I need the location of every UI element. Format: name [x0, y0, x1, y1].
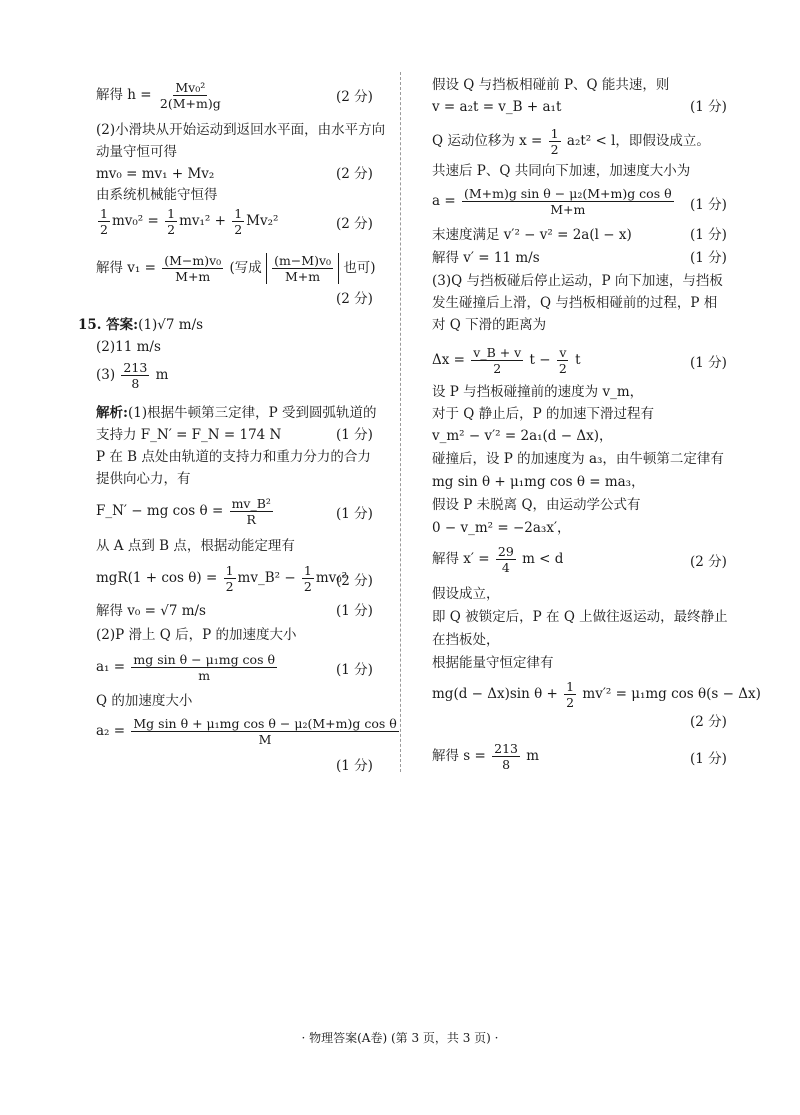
text-line: 从 A 点到 B 点，根据动能定理有 — [96, 538, 295, 554]
points: (2 分) — [336, 573, 373, 589]
text-line: 0 − v_m² = −2a₃x′， — [432, 520, 571, 536]
text-line: v = a₂t = v_B + a₁t — [432, 99, 562, 115]
points: (1 分) — [690, 751, 727, 767]
eq-a: a = $\frac{\text{(M+m)g sin θ − μ₂(M+m)g cos θ}}{M+m}$ — [432, 186, 672, 217]
text-line: 假设 Q 与挡板相碰前 P、Q 能共速，则 — [432, 77, 670, 93]
answer-2: (2)11 m/s — [96, 339, 161, 355]
points: (1 分) — [690, 99, 727, 115]
text-line: 即 Q 被锁定后，P 在 Q 上做往返运动，最终静止 — [432, 609, 728, 625]
eq-a2: a₂ = $\frac{\text{Mg sin θ + μ₁mg cos θ − μ₂(M+m)g cos θ}}{M}$ — [96, 716, 397, 747]
text-line: (2)P 滑上 Q 后，P 的加速度大小 — [96, 627, 297, 643]
text-line: Q 的加速度大小 — [96, 693, 193, 709]
text-line: 假设成立， — [432, 586, 500, 602]
q15-answer: 15. 答案:(1)√7 m/s — [78, 317, 204, 333]
text-line: P 在 B 点处由轨道的支持力和重力分力的合力 — [96, 449, 371, 465]
points: (2 分) — [690, 554, 727, 570]
text-line: 解得 v′ = 11 m/s — [432, 250, 540, 266]
text-line: 共速后 P、Q 共同向下加速，加速度大小为 — [432, 163, 691, 179]
text-line: (3)Q 与挡板碰后停止运动，P 向下加速，与挡板 — [432, 273, 723, 289]
text-line: 在挡板处， — [432, 632, 500, 648]
points: (2 分) — [336, 89, 373, 105]
text-line: v_m² − v′² = 2a₁(d − Δx)， — [432, 428, 613, 444]
text-line: 根据能量守恒定律有 — [432, 655, 554, 671]
solution-line: 解析:(1)根据牛顿第三定律，P 受到圆弧轨道的 — [96, 405, 377, 421]
points: (2 分) — [336, 166, 373, 182]
text-line: 碰撞后，设 P 的加速度为 a₃，由牛顿第二定律有 — [432, 451, 724, 467]
points: (1 分) — [336, 506, 373, 522]
text-line: (2)小滑块从开始运动到返回水平面，由水平方向 — [96, 122, 386, 138]
text-line: 支持力 F_N′ = F_N = 174 N — [96, 427, 282, 443]
eq-work-energy: mgR(1 + cos θ) = $\frac{1}{2}$ mv_B² − $\frac{1}{2}$ mv₀² — [96, 563, 348, 594]
points: (2 分) — [336, 216, 373, 232]
eq-delta-x: Δx = $\frac{v\_B + v}{2}$ t − $\frac{v}{2}$ t — [432, 345, 581, 376]
text-line: 对 Q 下滑的距离为 — [432, 317, 547, 333]
text-line: 发生碰撞后上滑，Q 与挡板相碰前的过程，P 相 — [432, 295, 718, 311]
eq-x-prime: 解得 x′ = $\frac{29}{4}$ m < d — [432, 544, 564, 575]
text-line: 解得 v₀ = √7 m/s — [96, 603, 206, 619]
points: (2 分) — [690, 714, 727, 730]
text-line: 假设 P 未脱离 Q，由运动学公式有 — [432, 497, 641, 513]
points: (1 分) — [336, 427, 373, 443]
text-line: 提供向心力，有 — [96, 471, 191, 487]
eq-h: 解得 h = $\frac{\text{Mv₀²}}{2(M+m)g}$ — [96, 80, 221, 111]
points: (1 分) — [336, 603, 373, 619]
column-divider — [400, 72, 401, 772]
text-line: mg sin θ + μ₁mg cos θ = ma₃， — [432, 474, 645, 490]
text-line: 末速度满足 v′² − v² = 2a(l − x) — [432, 227, 632, 243]
text-line: 设 P 与挡板碰撞前的速度为 v_m， — [432, 384, 644, 400]
page-footer: · 物理答案(A卷) (第 3 页，共 3 页) · — [301, 1031, 499, 1045]
eq-centripetal: F_N′ − mg cos θ = $\frac{\text{mv\_B²}}{R}$ — [96, 496, 271, 527]
points: (2 分) — [336, 291, 373, 307]
text-line: 对于 Q 静止后，P 的加速下滑过程有 — [432, 406, 655, 422]
eq-s: 解得 s = $\frac{213}{8}$ m — [432, 741, 540, 772]
text-line: 由系统机械能守恒得 — [96, 187, 218, 203]
answer-3: (3) $\frac{213}{8}$ m — [96, 360, 169, 391]
points: (1 分) — [336, 758, 373, 774]
eq-energy-conservation: mg(d − Δx)sin θ + $\frac{1}{2}$ mv′² = μ₁mg cos θ(s − Δx) — [432, 679, 761, 710]
points: (1 分) — [690, 227, 727, 243]
points: (1 分) — [336, 662, 373, 678]
points: (1 分) — [690, 197, 727, 213]
eq-q-displacement: Q 运动位移为 x = $\frac{1}{2}$ a₂t² < l，即假设成立。 — [432, 126, 710, 157]
eq-a1: a₁ = $\frac{\text{mg sin θ − μ₁mg cos θ}}{m}$ — [96, 652, 275, 683]
eq-energy: $\frac{1}{2}$ mv₀² = $\frac{1}{2}$ mv₁² + $\frac{1}{2}$ Mv₂² — [100, 206, 279, 237]
text-line: 动量守恒可得 — [96, 144, 177, 160]
points: (1 分) — [690, 250, 727, 266]
eq-momentum: mv₀ = mv₁ + Mv₂ — [96, 166, 215, 182]
points: (1 分) — [690, 355, 727, 371]
eq-v1: 解得 v₁ = $\frac{\text{(M−m)v₀}}{M+m}$ (写成 $\frac{\text{(m−M)v₀}}{M+m}$ 也可) — [96, 253, 376, 284]
